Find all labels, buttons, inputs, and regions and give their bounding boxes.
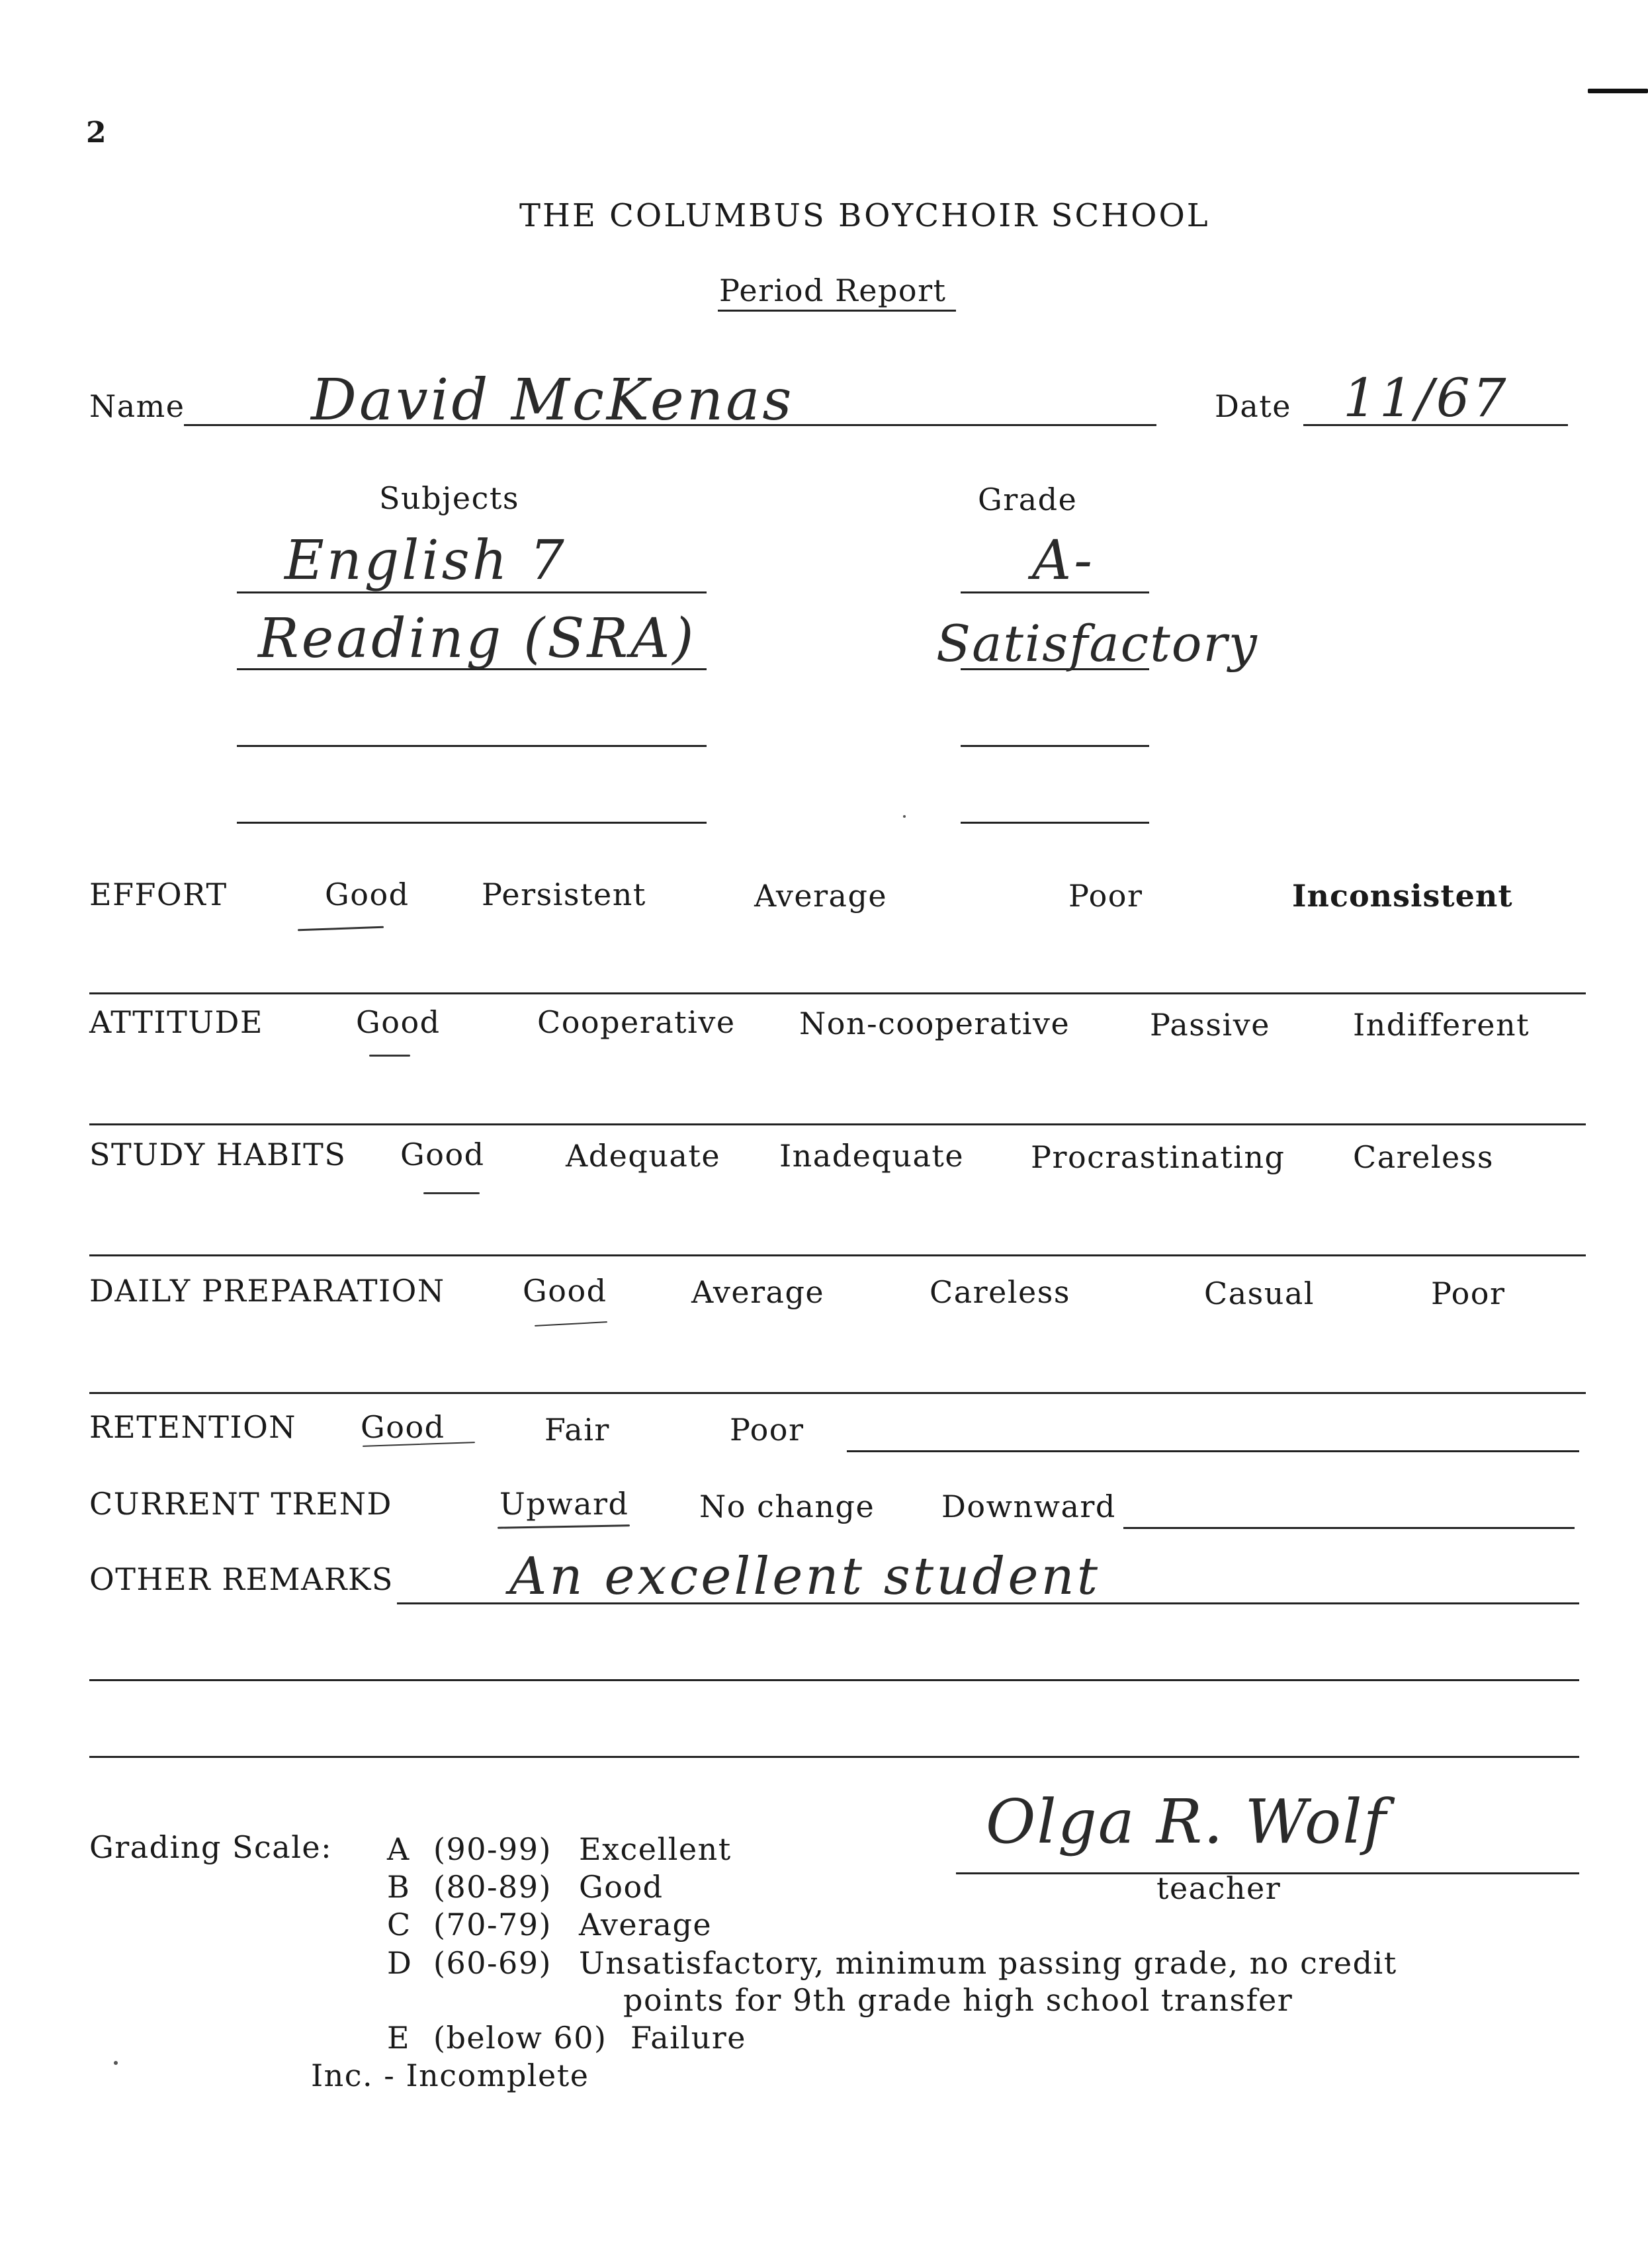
date-label: Date <box>1215 388 1292 424</box>
attitude-option-cooperative: Cooperative <box>537 1004 736 1040</box>
daily-preparation-divider <box>89 1392 1586 1394</box>
scale-grade-b: B <box>387 1869 411 1905</box>
study-habits-option-inadequate: Inadequate <box>779 1138 965 1174</box>
attitude-option-good: Good <box>356 1004 441 1040</box>
attitude-option-indifferent: Indifferent <box>1353 1007 1530 1043</box>
scale-desc-d-continuation: points for 9th grade high school transfer <box>623 1982 1293 2018</box>
scale-range-b: (80-89) <box>433 1869 552 1905</box>
daily-preparation-selection-mark <box>535 1321 607 1327</box>
effort-option-good: Good <box>325 877 410 912</box>
effort-option-persistent: Persistent <box>482 877 646 912</box>
scale-range-e: (below 60) <box>433 2020 607 2056</box>
scale-grade-a: A <box>387 1831 410 1867</box>
grade-line-3 <box>961 745 1149 747</box>
current-trend-selection-mark <box>498 1524 630 1528</box>
current-trend-option-upward: Upward <box>499 1486 629 1522</box>
name-label: Name <box>89 388 185 424</box>
retention-label: RETENTION <box>89 1409 297 1445</box>
retention-option-poor: Poor <box>730 1412 804 1448</box>
scan-speck <box>903 815 906 818</box>
scale-desc-d: Unsatisfactory, minimum passing grade, no credit <box>579 1945 1397 1981</box>
effort-option-inconsistent: Inconsistent <box>1292 878 1513 914</box>
scale-desc-a: Excellent <box>579 1831 732 1867</box>
name-value: David McKenas <box>311 367 795 433</box>
grade-2: Satisfactory <box>936 614 1258 673</box>
grade-header: Grade <box>978 482 1078 517</box>
subjects-header: Subjects <box>379 480 519 516</box>
study-habits-selection-mark <box>423 1192 480 1194</box>
daily-preparation-option-average: Average <box>691 1274 825 1310</box>
school-name: THE COLUMBUS BOYCHOIR SCHOOL <box>519 197 1210 234</box>
current-trend-option-no-change: No change <box>699 1489 875 1524</box>
scale-desc-c: Average <box>579 1907 713 1942</box>
retention-option-good: Good <box>361 1409 445 1445</box>
daily-preparation-label: DAILY PREPARATION <box>89 1273 445 1309</box>
attitude-option-passive: Passive <box>1150 1007 1270 1043</box>
current-trend-option-downward: Downward <box>941 1489 1116 1524</box>
grading-scale-label: Grading Scale: <box>89 1829 333 1865</box>
scale-desc-b: Good <box>579 1869 664 1905</box>
attitude-selection-mark <box>369 1055 410 1057</box>
effort-divider <box>89 992 1586 994</box>
effort-label: EFFORT <box>89 877 228 912</box>
effort-option-poor: Poor <box>1068 878 1143 914</box>
current-trend-label: CURRENT TREND <box>89 1486 392 1522</box>
attitude-label: ATTITUDE <box>89 1004 264 1040</box>
retention-option-fair: Fair <box>544 1412 610 1448</box>
daily-preparation-option-poor: Poor <box>1431 1276 1506 1311</box>
report-title: Period Report <box>719 273 947 308</box>
attitude-divider <box>89 1123 1586 1125</box>
current-trend-line <box>1123 1527 1575 1529</box>
scale-desc-e: Failure <box>630 2020 746 2056</box>
subject-2: Reading (SRA) <box>258 607 697 670</box>
other-remarks-line-3 <box>89 1756 1579 1758</box>
subject-line-3 <box>237 745 707 747</box>
grade-line-4 <box>961 822 1149 824</box>
other-remarks-label: OTHER REMARKS <box>89 1561 394 1597</box>
scale-range-a: (90-99) <box>433 1831 552 1867</box>
date-value: 11/67 <box>1343 367 1509 429</box>
study-habits-option-adequate: Adequate <box>566 1138 721 1174</box>
subject-line-4 <box>237 822 707 824</box>
effort-selection-mark <box>298 926 384 932</box>
other-remarks-value: An excellent student <box>509 1547 1101 1606</box>
scale-range-c: (70-79) <box>433 1907 552 1942</box>
scale-grade-c: C <box>387 1907 412 1942</box>
study-habits-option-procrastinating: Procrastinating <box>1031 1139 1285 1175</box>
subject-1: English 7 <box>284 529 567 592</box>
study-habits-option-careless: Careless <box>1353 1139 1494 1175</box>
scale-grade-d: D <box>387 1945 413 1981</box>
daily-preparation-option-casual: Casual <box>1204 1276 1315 1311</box>
scale-range-d: (60-69) <box>433 1945 552 1981</box>
scale-incomplete: Inc. - Incomplete <box>311 2058 589 2093</box>
study-habits-divider <box>89 1254 1586 1256</box>
report-title-underline <box>718 310 956 312</box>
study-habits-label: STUDY HABITS <box>89 1137 347 1172</box>
page-number: 2 <box>86 116 107 150</box>
study-habits-option-good: Good <box>400 1137 485 1172</box>
teacher-label: teacher <box>1156 1870 1281 1906</box>
other-remarks-line-2 <box>89 1679 1579 1681</box>
grade-1: A- <box>1032 529 1095 592</box>
effort-option-average: Average <box>754 878 888 914</box>
scan-speck <box>114 2061 118 2065</box>
attitude-option-non-cooperative: Non-cooperative <box>799 1006 1070 1041</box>
daily-preparation-option-good: Good <box>523 1273 607 1309</box>
scan-mark-top-right <box>1588 89 1648 93</box>
teacher-signature: Olga R. Wolf <box>986 1786 1387 1857</box>
retention-line <box>847 1450 1579 1452</box>
daily-preparation-option-careless: Careless <box>930 1274 1070 1310</box>
scale-grade-e: E <box>387 2020 411 2056</box>
